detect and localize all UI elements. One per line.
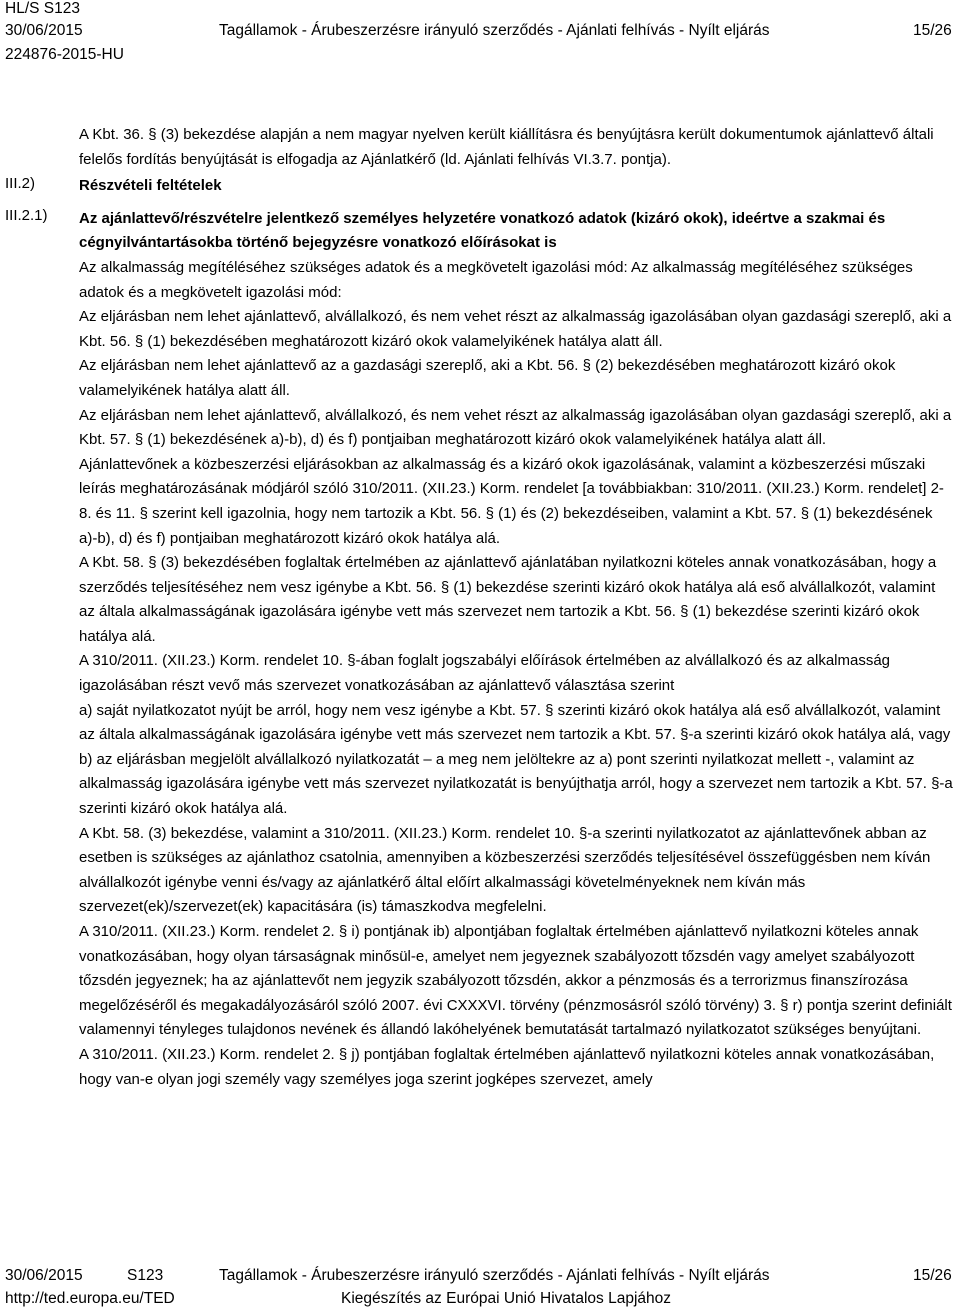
footer-url-link[interactable]: http://ted.europa.eu/TED <box>5 1290 175 1307</box>
body-paragraph: Ajánlattevőnek a közbeszerzési eljárásokban az alkalmasság és a kizáró okok igazolásának, valamint a közbeszerzési műszaki leírás meghatározásának módjáról szóló 310/2011. (XII.23.) Korm. rendelet [a továbbiakban: 310/2011. (XII.23.) Korm. rendelet] 2-8. és 11. § szerint kell igazolnia, hogy nem tartozik a Kbt. 56. § (1) és (2) bekezdéseiben, valamint a Kbt. 57. § (1) bekezdésének a)-b), d) és f) pontjaiban meghatározott kizáró okok hatálya alá. <box>79 455 944 547</box>
subsection-title: Az ajánlattevő/részvételre jelentkező személyes helyzetére vonatkozó adatok (kizáró okok), ideértve a szakmai és cégnyilvántartásokba történő bejegyzésre vonatkozó előírásokat is <box>79 209 886 252</box>
header-date: 30/06/2015 <box>5 22 83 39</box>
body-paragraph: Az eljárásban nem lehet ajánlattevő az a gazdasági szereplő, aki a Kbt. 56. § (2) bekezdésében meghatározott kizáró okok valamelyikének hatálya alatt áll. <box>79 357 896 399</box>
body-paragraph: Az eljárásban nem lehet ajánlattevő, alvállalkozó, és nem vehet részt az alkalmasság igazolásában olyan gazdasági szereplő, aki a Kbt. 56. § (1) bekezdésében meghatározott kizáró okok valamelyikének hatálya alatt áll. <box>79 308 952 350</box>
subsection-number: III.2.1) <box>5 207 48 224</box>
header-page-number: 15/26 <box>913 22 952 39</box>
footer-publisher: Kiegészítés az Európai Unió Hivatalos Lapjához <box>341 1290 671 1307</box>
header-doc-id: HL/S S123 <box>5 0 80 17</box>
section-title: Részvételi feltételek <box>79 177 222 195</box>
section-number: III.2) <box>5 175 36 192</box>
body-paragraph: A 310/2011. (XII.23.) Korm. rendelet 2. § i) pontjának ib) alpontjában foglaltak értelmében ajánlattevő nyilatkozni köteles annak vonatkozásában, hogy olyan társaságnak minősül-e, amelyet nem jegyeznek szabályozott tőzsdén vagy amelyet szabályozott tőzsdén jegyeznek; ha az ajánlattevőt nem jegyzik szabályozott tőzsdén, akkor a pénzmosás és a terrorizmus finanszírozása megelőzéséről és megakadályozásáról szóló 2007. évi CXXXVI. törvény (pénzmosásról szóló törvény) 3. § r) pontja szerint definiált valamennyi tényleges tulajdonos nevének és állandó lakóhelyének bemutatását tartalmazó nyilatkozatot szükséges benyújtani. <box>79 923 952 1039</box>
body-paragraph: a) saját nyilatkozatot nyújt be arról, hogy nem vesz igénybe a Kbt. 57. § szerinti kizáró okok hatálya alá eső alvállalkozót, valamint az általa alkalmasságának igazolására igénybe vett más szervezet nem tartozik a Kbt. 57. §-a szerinti kizáró okok hatálya alá, vagy <box>79 701 951 744</box>
body-paragraph: A Kbt. 58. § (3) bekezdésében foglaltak értelmében az ajánlattevő ajánlatában nyilatkozni köteles annak vonatkozásában, hogy a szerződés teljesítéséhez nem vesz igénybe a Kbt. 56. § (1) bekezdése szerinti kizáró okok hatálya alá eső alvállalkozót, valamint az általa alkalmasságának igazolására igénybe vett más szervezet nem tartozik a Kbt. 56. § (1) bekezdése szerinti kizáró okok hatálya alá. <box>79 554 937 645</box>
header-reference: 224876-2015-HU <box>5 46 124 63</box>
intro-paragraph: A Kbt. 36. § (3) bekezdése alapján a nem magyar nyelven került kiállításra és benyújtásra került dokumentumok ajánlattevő általi felelős fordítás benyújtását is elfogadja az Ajánlatkérő (ld. Ajánlati felhívás VI.3.7. pontja). <box>79 126 934 168</box>
footer-doc-id: S123 <box>127 1267 164 1284</box>
body-paragraph: A 310/2011. (XII.23.) Korm. rendelet 10. §-ában foglalt jogszabályi előírások értelmében az alvállalkozó és az alkalmasság igazolásában részt vevő más szervezet vonatkozásában az ajánlattevő választása szerint <box>79 652 891 695</box>
footer-page-number: 15/26 <box>913 1267 952 1284</box>
header-title: Tagállamok - Árubeszerzésre irányuló szerződés - Ajánlati felhívás - Nyílt eljárás <box>219 22 770 39</box>
footer-date: 30/06/2015 <box>5 1267 83 1284</box>
body-paragraph: A 310/2011. (XII.23.) Korm. rendelet 2. § j) pontjában foglaltak értelmében ajánlattevő nyilatkozni köteles annak vonatkozásában, hogy van-e olyan jogi személy vagy személyes joga szerint jogképes szervezet, amely <box>79 1045 935 1088</box>
body-paragraph: b) az eljárásban megjelölt alvállalkozó nyilatkozatát – a meg nem jelöltekre az a) pont szerinti nyilatkozat mellett -, valamint az alkalmasság igazolására igénybe vett más szervezet nyilatkozatát is benyújthatja arról, hogy a szervezet nem tartozik a Kbt. 57. §-a szerinti kizáró okok hatálya alá. <box>79 750 953 818</box>
body-paragraph: Az eljárásban nem lehet ajánlattevő, alvállalkozó, és nem vehet részt az alkalmasság igazolásában olyan gazdasági szereplő, aki a Kbt. 57. § (1) bekezdésének a)-b), d) és f) pontjaiban meghatározott kizáró okok valamelyikének hatálya alatt áll. <box>79 406 952 449</box>
footer-title: Tagállamok - Árubeszerzésre irányuló szerződés - Ajánlati felhívás - Nyílt eljárás <box>219 1267 770 1284</box>
body-paragraph: A Kbt. 58. (3) bekezdése, valamint a 310/2011. (XII.23.) Korm. rendelet 10. §-a szerinti nyilatkozatot az ajánlattevőnek abban az esetben is szükséges az ajánlathoz csatolnia, amennyiben a közbeszerzési szerződés teljesítésével összefüggésben nem kíván alvállalkozót igénybe venni és/vagy az ajánlatkérő által előírt alkalmassági követelményeknek nem kíván más szervezet(ek)/szervezet(ek) kapacitására (is) támaszkodva megfelelni. <box>79 824 931 916</box>
body-paragraph: Az alkalmasság megítéléséhez szükséges adatok és a megkövetelt igazolási mód: Az alkalmasság megítéléséhez szükséges adatok és a megkövetelt igazolási mód: <box>79 258 913 301</box>
document-body <box>79 123 955 1092</box>
